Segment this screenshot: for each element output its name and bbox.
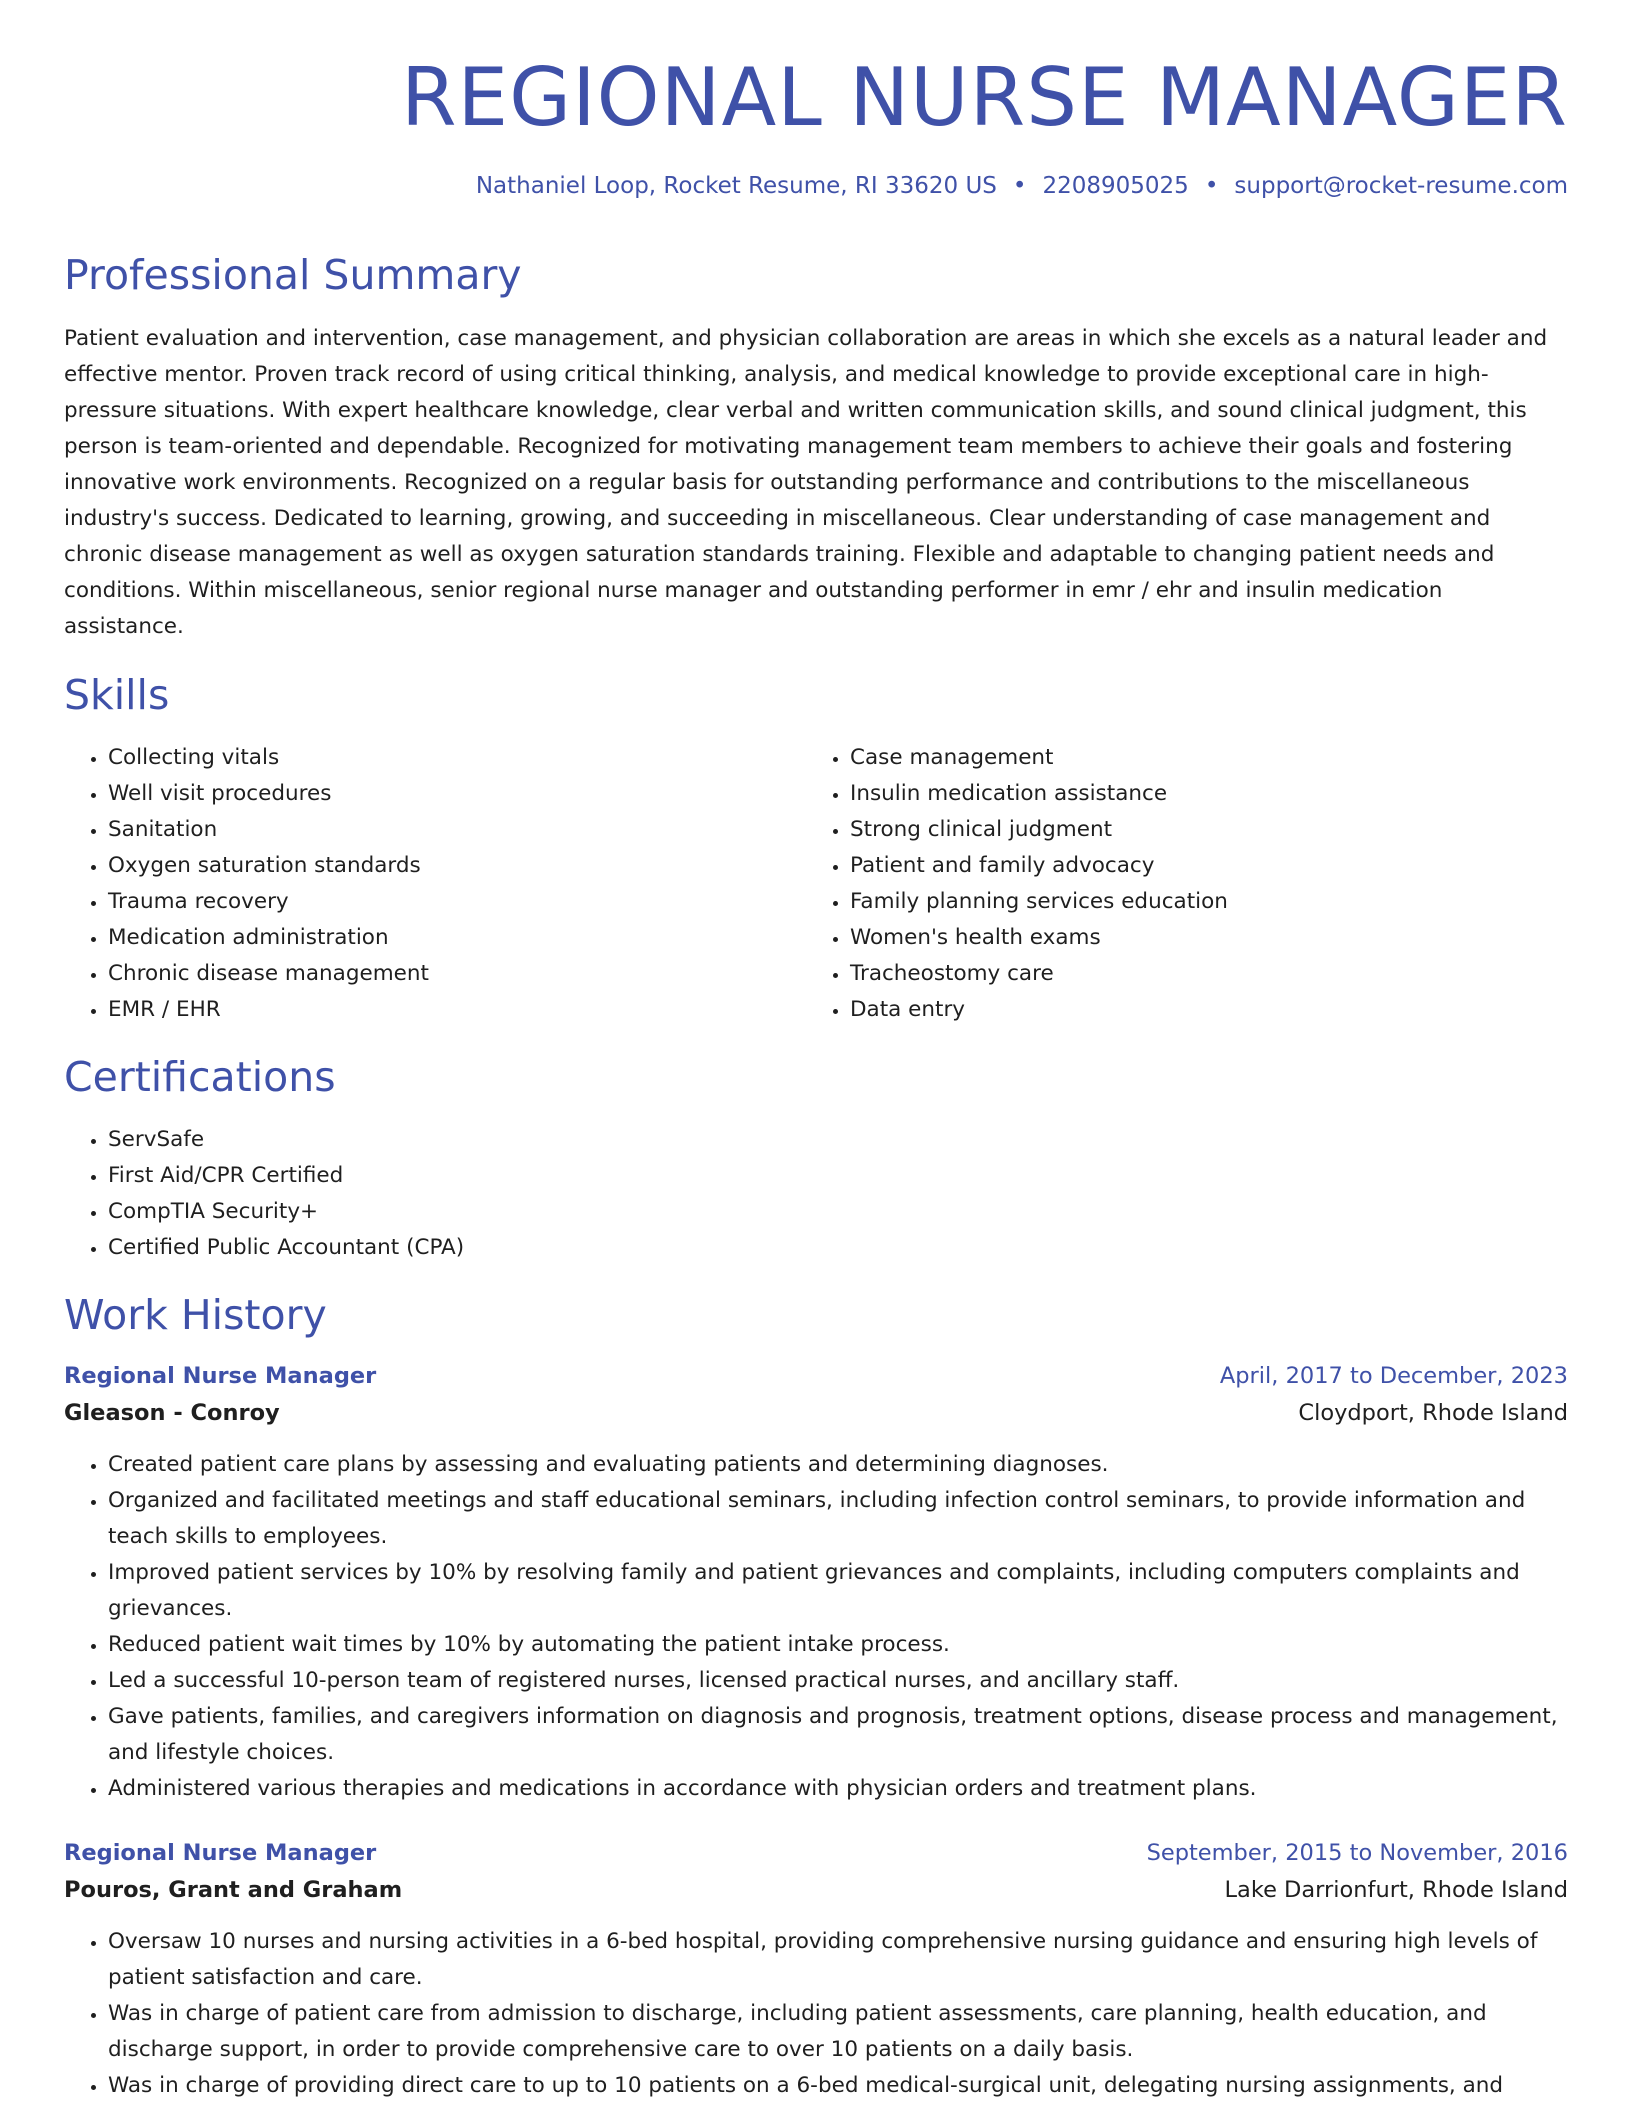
job-location: Cloydport, Rhode Island xyxy=(1298,1400,1568,1427)
job-dates: September, 2015 to November, 2016 xyxy=(1146,1840,1568,1867)
job-bullet: • Led a successful 10-person team of registered nurses, licensed practical nurses, and ancillary staff. xyxy=(108,1663,1568,1699)
job-bullets xyxy=(64,1447,1568,1807)
skill-item: • Strong clinical judgment xyxy=(850,812,1548,848)
job-entry xyxy=(64,1358,1568,1807)
contact-phone: 2208905025 xyxy=(1042,173,1189,199)
skill-item: • EMR / EHR xyxy=(108,992,806,1028)
skill-item: • Well visit procedures xyxy=(108,776,806,812)
work-history-section xyxy=(64,1291,1568,2104)
summary-text: Patient evaluation and intervention, case management, and physician collaboration are areas in which she excels as a natural leader and effective mentor. Proven track record of using critical thinking, analysis, and medical knowledge to provide exceptional care in high-pressure situations. With expert healthcare knowledge, clear verbal and written communication skills, and sound clinical judgment, this person is team-oriented and dependable. Recognized for motivating management team members to achieve their goals and fostering innovative work environments. Recognized on a regular basis for outstanding performance and contributions to the miscellaneous industry's success. Dedicated to learning, growing, and succeeding in miscellaneous. Clear understanding of case management and chronic disease management as well as oxygen saturation standards training. Flexible and adaptable to changing patient needs and conditions. Within miscellaneous, senior regional nurse manager and outstanding performer in emr / ehr and insulin medication assistance. xyxy=(64,325,1548,639)
job-dates: April, 2017 to December, 2023 xyxy=(1219,1363,1568,1390)
resume-header xyxy=(64,50,1568,201)
certification-item: • ServSafe xyxy=(108,1122,1568,1158)
job-title-row xyxy=(64,1358,1568,1395)
skill-item: • Patient and family advocacy xyxy=(850,848,1548,884)
page-title: REGIONAL NURSE MANAGER xyxy=(400,51,1568,144)
section-heading: Skills xyxy=(64,670,170,719)
certification-item: • First Aid/CPR Certified xyxy=(108,1158,1568,1194)
certification-item: • CompTIA Security+ xyxy=(108,1194,1568,1230)
certification-item: • Certified Public Accountant (CPA) xyxy=(108,1230,1568,1266)
skill-item: • Family planning services education xyxy=(850,884,1548,920)
job-title-row xyxy=(64,1835,1568,1872)
skill-item: • Trauma recovery xyxy=(108,884,806,920)
contact-email[interactable]: support@rocket-resume.com xyxy=(1234,173,1568,199)
job-location: Lake Darrionfurt, Rhode Island xyxy=(1224,1877,1568,1904)
certifications-list xyxy=(64,1122,1568,1266)
job-bullet: • Oversaw 10 nurses and nursing activities in a 6-bed hospital, providing comprehensive nursing guidance and ensuring high levels of patient satisfaction and care. xyxy=(108,1924,1568,1996)
job-bullet: • Gave patients, families, and caregivers information on diagnosis and prognosis, treatment options, disease process and management, and lifestyle choices. xyxy=(108,1699,1568,1771)
certifications-section xyxy=(64,1053,1568,1266)
job-bullet: • Reduced patient wait times by 10% by automating the patient intake process. xyxy=(108,1627,1568,1663)
job-bullet: • Organized and facilitated meetings and staff educational seminars, including infection control seminars, to provide information and teach skills to employees. xyxy=(108,1483,1568,1555)
skill-item: • Collecting vitals xyxy=(108,740,806,776)
contact-separator: • xyxy=(1204,173,1219,199)
skill-item: • Chronic disease management xyxy=(108,956,806,992)
skill-item: • Data entry xyxy=(850,992,1548,1028)
job-entry xyxy=(64,1835,1568,2104)
job-company: Pouros, Grant and Graham xyxy=(64,1877,403,1904)
skill-item: • Oxygen saturation standards xyxy=(108,848,806,884)
section-heading: Professional Summary xyxy=(64,250,522,299)
contact-separator: • xyxy=(1012,173,1027,199)
section-heading: Certifications xyxy=(64,1052,336,1101)
job-company-row xyxy=(64,1395,1568,1432)
skill-item: • Women's health exams xyxy=(850,920,1548,956)
skill-item: • Medication administration xyxy=(108,920,806,956)
job-company: Gleason - Conroy xyxy=(64,1400,280,1427)
job-bullet: • Was in charge of patient care from admission to discharge, including patient assessments, care planning, health education, and discharge support, in order to provide comprehensive care to over 10 patients on a daily basis. xyxy=(108,1996,1568,2068)
skills-list-left xyxy=(64,740,806,1028)
skill-item: • Sanitation xyxy=(108,812,806,848)
skill-item: • Insulin medication assistance xyxy=(850,776,1548,812)
skills-grid xyxy=(64,740,1568,1028)
job-company-row xyxy=(64,1872,1568,1909)
skill-item: • Case management xyxy=(850,740,1548,776)
job-bullets xyxy=(64,1924,1568,2104)
contact-address: Nathaniel Loop, Rocket Resume, RI 33620 US xyxy=(475,173,997,199)
contact-line xyxy=(64,173,1568,201)
job-title: Regional Nurse Manager xyxy=(64,1840,377,1867)
job-bullet: • Administered various therapies and medications in accordance with physician orders and treatment plans. xyxy=(108,1771,1568,1807)
job-bullet: • Created patient care plans by assessing and evaluating patients and determining diagnoses. xyxy=(108,1447,1568,1483)
skill-item: • Tracheostomy care xyxy=(850,956,1548,992)
skills-section xyxy=(64,671,1568,1028)
section-heading: Work History xyxy=(64,1291,327,1340)
professional-summary-section xyxy=(64,251,1568,645)
job-bullet: • Was in charge of providing direct care to up to 10 patients on a 6-bed medical-surgical unit, delegating nursing assignments, and xyxy=(108,2068,1568,2104)
skills-list-right xyxy=(806,740,1548,1028)
job-bullet: • Improved patient services by 10% by resolving family and patient grievances and complaints, including computers complaints and grievances. xyxy=(108,1555,1568,1627)
job-title: Regional Nurse Manager xyxy=(64,1363,377,1390)
